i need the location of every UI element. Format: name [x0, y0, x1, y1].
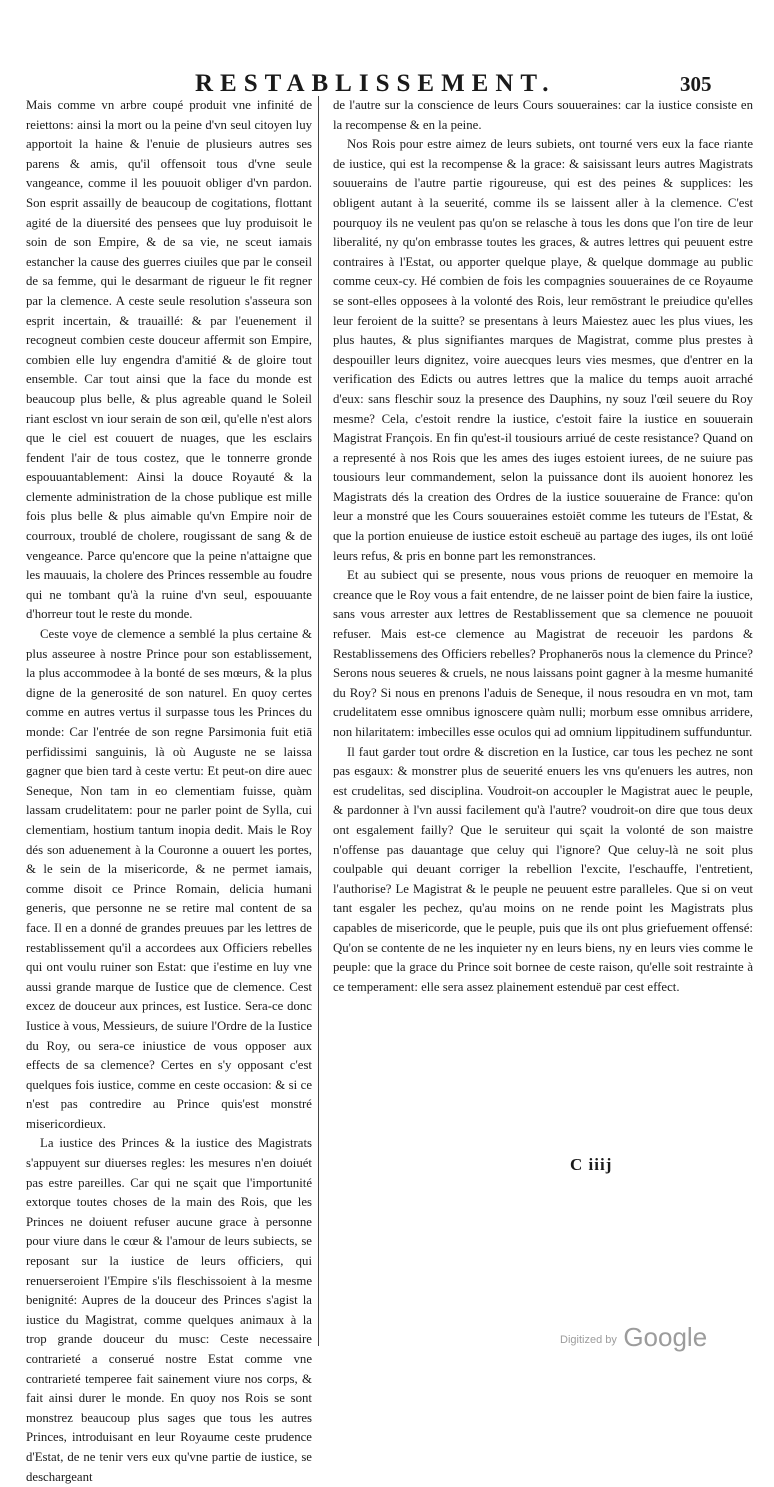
watermark-brand: Google — [623, 1322, 708, 1352]
paragraph: Ceste voye de clemence a semblé la plus certaine & plus asseuree à nostre Prince pour son establissement, la plus accommodee à la bonté de ses mœurs, & la plus digne de la generosité de son naturel. En quoy certes comme en autres vertus il surpasse tous les Princes du monde: Car l'entrée de son regne Parsimonia fuit etiā perfidissimi sanguinis, là où Auguste ne se laissa gagner que bien tard à ceste vertu: Et peut-on dire auec Seneque, Non tam in eo clementiam fuisse, quàm lassam crudelitatem: pour ne parler point de Sylla, cui clementiam, hostium tantum inopia dedit. Mais le Roy dés son aduenement à la Couronne a ouuert les portes, & le sein de la misericorde, & ne permet iamais, comme disoit ce Prince Romain, delicia humani generis, que personne ne se retire mal content de sa face. Il en a donné de grandes preuues par les lettres de restablissement qu'il a accordees aux Officiers rebelles qui ont voulu ruiner son Estat: que i'estime en luy vne aussi grande marque de Iustice que de clemence. Cest excez de douceur aux princes, est Iustice. Sera-ce donc Iustice à vous, Messieurs, de suiure l'Ordre de la Iustice du Roy, ou sera-ce iniustice de vous opposer aux effects de sa clemence? Certes en s'y opposant c'est quelques fois iustice, comme en ceste occasion: & si ce n'est pas contredire au Prince quis'est monstré misericordieux. — [26, 627, 312, 1131]
paragraph: Mais comme vn arbre coupé produit vne infinité de reiettons: ainsi la mort ou la peine d'vn seul citoyen luy apportoit la haine & l'enuie de plusieurs autres ses parens & amis, qu'il offensoit tous d'vne seule vangeance, comme il les pouuoit obliger d'vn pardon. Son esprit assailly de beaucoup de cogitations, flottant agité de la diuersité des pensees que luy produisoit le soin de son Empire, & de sa vie, ne sceut iamais estancher la cause des guerres ciuiles que par le conseil de sa femme, qui le desarmant de rigueur le fit regner par la clemence. A ceste seule resolution s'asseura son esprit incertain, & trauaillé: & par l'euenement il recogneut combien ceste douceur affermit son Empire, combien elle luy engendra d'amitié & de gloire tout ensemble. Car tout ainsi que la face du monde est beaucoup plus belle, & plus agreable quand le Soleil riant esclost vn iour serain de son œil, qu'elle n'est alors que le ciel est couuert de nuages, que les esclairs fendent l'air de tous costez, que le tonnerre gronde espouuantablement: Ainsi la douce Royauté & la clemente administration de la chose publique est mille fois plus belle & plus aimable qu'vn Empire noir de courroux, troublé de cholere, rougissant de sang & de vengeance. Parce qu'encore que la peine n'attaigne que les mauuais, la cholere des Princes ressemble au foudre qui ne tombant qu'à la ruine d'vn seul, espouuante d'horreur tout le reste du monde. — [26, 98, 312, 622]
watermark-prefix: Digitized by — [560, 1334, 617, 1346]
paragraph: Nos Rois pour estre aimez de leurs subiets, ont tourné vers eux la face riante de iustice, qui est la recompense & la grace: & saisissant leurs autres Magistrats souuerains de l'autre partie rigoureuse, qui est des peines & supplices: les obligent autant à la seuerité, comme ils se laissent aller à la clemence. C'est pourquoy ils ne veulent pas qu'on se relasche à tous les dons que l'on tire de leur liberalité, ny qu'on embrasse toutes les graces, & autres lettres qui peuuent estre contraires à l'Estat, ou apporter quelque playe, & quelque dommage au public comme ceux-cy. Hé combien de fois les compagnies souueraines de ce Royaume se sont-elles opposees à la volonté des Rois, leur remōstrant le preiudice qu'elles leur feroient de la suitte? se presentans à leurs Maiestez auec les plus viues, les plus hautes, & plus signifiantes marques de Magistrat, comme plus prestes à despouiller leurs dignitez, voire auecques leurs vies mesmes, que d'entrer en la verification des Edicts ou autres lettres que la malice du temps auoit arraché d'eux: sans fleschir souz la presence des Dauphins, ny souz l'œil seuere du Roy mesme? Cela, c'estoit rendre la iustice, c'estoit faire la iustice en souuerain Magistrat François. En fin qu'est-il tousiours arriué de ceste resistance? Quand on a representé à nos Rois que les ames des iuges estoient iurees, de ne suiure pas tousiours leur commandement, selon la puissance dont ils auoient honorez les Magistrats dés la creation des Ordres de la iustice souueraine de France: qu'on leur a monstré que les Cours souueraines estoiēt comme les tuteurs de l'Estat, & que la portion enuieuse de iustice estoit escheuë au partage des iuges, ils ont loüé leurs refus, & pris en bonne part les remonstrances. — [333, 137, 753, 563]
column-divider — [318, 96, 319, 1346]
paragraph: Et au subiect qui se presente, nous vous prions de reuoquer en memoire la creance que le Roy vous a fait entendre, de ne laisser point de bien faire la iustice, sans vous arrester aux lettres de Restablissement que sa clemence ne pouuoit refuser. Mais est-ce clemence au Magistrat de receuoir les pardons & Restablissemens des Officiers rebelles? Prophanerōs nous la clemence du Prince? Serons nous seueres & cruels, ne nous laissans point gagner à la mesme humanité du Roy? Si nous en prenons l'aduis de Seneque, il nous resoudra en vn mot, tam crudelitatem esse omnibus ignoscere quàm nulli; morbum esse omnibus arridere, non hilaritatem: imbecilles esse oculos qui ad omnium lippitudinem suffunduntur. — [333, 568, 753, 739]
paragraph: La iustice des Princes & la iustice des Magistrats s'appuyent sur diuerses regles: les mesures n'en doiuét pas estre pareilles. Car qui ne sçait que l'importunité extorque toutes choses de la main des Rois, que les Princes ne doiuent refuser aucune grace à personne pour viure dans le cœur & l'amour de leurs subiects, se reposant sur la iustice de leurs officiers, qui renuerseroient l'Empire s'ils fleschissoient à la mesme benignité: Aupres de la douceur des Princes s'agist la iustice du Magistrat, comme quelques animaux à la trop grande douceur du musc: Ceste necessaire contrarieté a conserué nostre Estat comme vne contrarieté temperee fait sainement viure nos corps, & fait ainsi durer le monde. En quoy nos Rois se sont monstrez beaucoup plus sages que tous les autres Princes, introduisant en leur Royaume ceste prudence d'Estat, de ne tenir vers eux qu'vne partie de iustice, se deschargeant — [26, 1136, 312, 1484]
paragraph: de l'autre sur la conscience de leurs Cours souueraines: car la iustice consiste en la recompense & en la peine. — [333, 98, 753, 132]
running-head: RESTABLISSEMENT. — [195, 70, 556, 97]
signature-mark: C iiij — [570, 1155, 613, 1174]
google-watermark — [560, 1322, 707, 1353]
page-number: 305 — [680, 72, 712, 96]
right-column — [333, 96, 753, 997]
paragraph: Il faut garder tout ordre & discretion en la Iustice, car tous les pechez ne sont pas esgaux: & monstrer plus de seuerité enuers les vns qu'enuers les autres, non est crudelitas, sed disciplina. Voudroit-on accoupler le Magistrat auec le peuple, & pardonner à l'vn aussi facilement qu'à l'autre? voudroit-on dire que tous deux ont esgalement failly? Que le seruiteur qui sçait la volonté de son maistre n'offense pas dauantage que celuy qui l'ignore? Que celuy-là ne soit plus coulpable qui deuant corriger la rebellion l'excite, l'eschauffe, l'entretient, l'authorise? Le Magistrat & le peuple ne peuuent estre paralleles. Que si on veut tant esgaler les pechez, qu'au moins on ne rende point les Magistrats plus capables de misericorde, que le peuple, puis que ils ont plus griefuement offensé: Qu'on se contente de ne les inquieter ny en leurs biens, ny en leurs vies comme le peuple: que la grace du Prince soit bornee de ceste raison, qu'elle soit restrainte à ce temperament: elle sera assez plainement estenduë par cest effect. — [333, 744, 753, 994]
left-column — [26, 96, 312, 1487]
